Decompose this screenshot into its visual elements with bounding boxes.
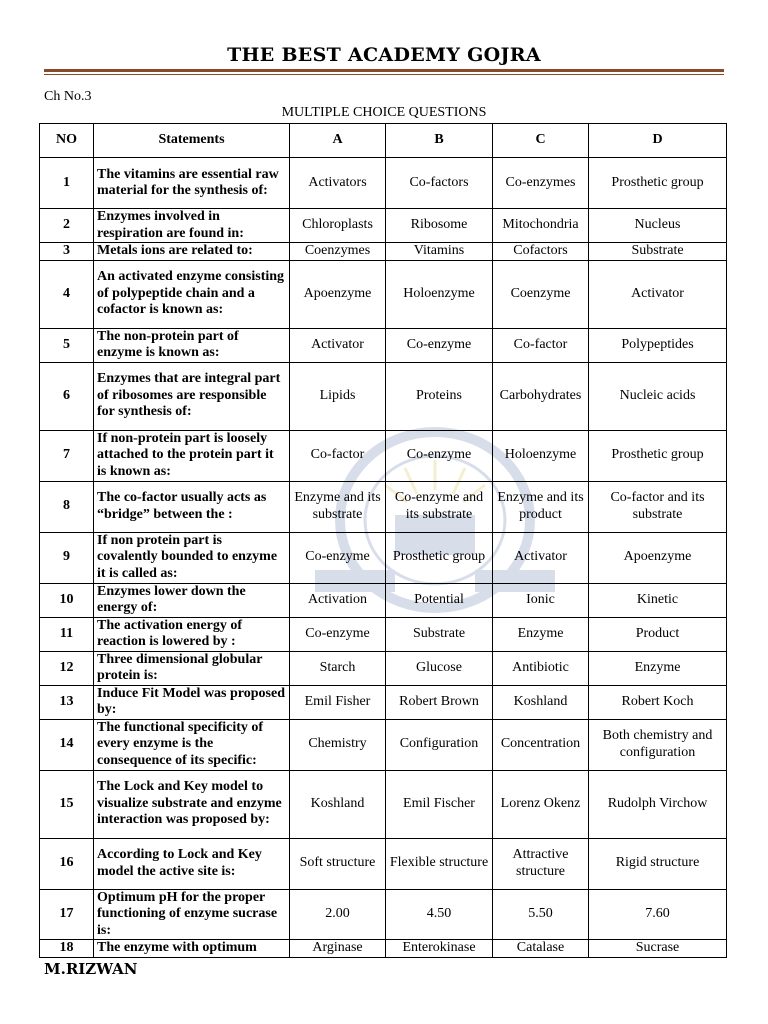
question-statement: Three dimensional globular protein is: [94,651,290,685]
option-c: Attractive structure [493,838,589,889]
option-a: Activator [290,328,386,362]
question-number: 15 [40,770,94,838]
option-d: Apoenzyme [589,532,727,583]
option-d: Product [589,617,727,651]
option-b: Flexible structure [386,838,493,889]
option-a: Soft structure [290,838,386,889]
header-option-d: D [589,124,727,158]
table-row [40,243,727,261]
option-d: Enzyme [589,651,727,685]
question-number: 14 [40,719,94,770]
option-d: Activator [589,260,727,328]
option-a: Koshland [290,770,386,838]
question-statement: Enzymes involved in respiration are found in: [94,209,290,243]
table-row [40,617,727,651]
question-number: 9 [40,532,94,583]
table-row [40,158,727,209]
option-d: Both chemistry and configuration [589,719,727,770]
question-statement: If non-protein part is loosely attached to the protein part it is known as: [94,430,290,481]
option-b: Co-enzyme [386,430,493,481]
option-c: Catalase [493,940,589,958]
option-d: Substrate [589,243,727,261]
header-option-b: B [386,124,493,158]
option-b: Ribosome [386,209,493,243]
table-row [40,532,727,583]
question-number: 18 [40,940,94,958]
table-row [40,209,727,243]
option-b: Prosthetic group [386,532,493,583]
header-no: NO [40,124,94,158]
question-statement: The enzyme with optimum [94,940,290,958]
question-number: 13 [40,685,94,719]
option-a: Apoenzyme [290,260,386,328]
question-statement: If non protein part is covalently bounded to enzyme it is called as: [94,532,290,583]
option-b: Proteins [386,362,493,430]
question-statement: Optimum pH for the proper functioning of enzyme sucrase is: [94,889,290,940]
table-row [40,583,727,617]
header-option-a: A [290,124,386,158]
option-a: Activation [290,583,386,617]
section-subtitle: MULTIPLE CHOICE QUESTIONS [281,105,487,120]
table-row [40,719,727,770]
question-statement: The Lock and Key model to visualize substrate and enzyme interaction was proposed by: [94,770,290,838]
question-number: 16 [40,838,94,889]
question-statement: An activated enzyme consisting of polypeptide chain and a cofactor is known as: [94,260,290,328]
question-statement: The vitamins are essential raw material for the synthesis of: [94,158,290,209]
option-d: Kinetic [589,583,727,617]
question-statement: The activation energy of reaction is lowered by : [94,617,290,651]
option-c: Enzyme [493,617,589,651]
header-statements: Statements [94,124,290,158]
option-b: Robert Brown [386,685,493,719]
table-row [40,651,727,685]
option-a: Arginase [290,940,386,958]
question-statement: Enzymes lower down the energy of: [94,583,290,617]
question-statement: The co-factor usually acts as “bridge” between the : [94,481,290,532]
question-number: 12 [40,651,94,685]
option-b: Enterokinase [386,940,493,958]
option-b: 4.50 [386,889,493,940]
option-a: Emil Fisher [290,685,386,719]
option-b: Co-factors [386,158,493,209]
option-c: Holoenzyme [493,430,589,481]
option-b: Vitamins [386,243,493,261]
option-c: Concentration [493,719,589,770]
option-d: Prosthetic group [589,430,727,481]
table-row [40,430,727,481]
question-number: 1 [40,158,94,209]
option-a: 2.00 [290,889,386,940]
option-a: Co-enzyme [290,617,386,651]
header-rule-thin [44,74,724,75]
question-number: 11 [40,617,94,651]
option-b: Holoenzyme [386,260,493,328]
option-c: Cofactors [493,243,589,261]
table-row [40,481,727,532]
option-d: Co-factor and its substrate [589,481,727,532]
option-c: Activator [493,532,589,583]
option-c: Enzyme and its product [493,481,589,532]
table-row [40,328,727,362]
question-number: 5 [40,328,94,362]
option-d: Rudolph Virchow [589,770,727,838]
option-b: Potential [386,583,493,617]
chapter-label: Ch No.3 [44,89,92,104]
option-a: Co-factor [290,430,386,481]
option-d: 7.60 [589,889,727,940]
option-b: Co-enzyme [386,328,493,362]
question-statement: The functional specificity of every enzyme is the consequence of its specific: [94,719,290,770]
option-d: Sucrase [589,940,727,958]
option-a: Activators [290,158,386,209]
option-a: Chemistry [290,719,386,770]
option-d: Robert Koch [589,685,727,719]
option-c: Koshland [493,685,589,719]
option-c: Antibiotic [493,651,589,685]
question-number: 8 [40,481,94,532]
option-c: Ionic [493,583,589,617]
option-d: Nucleus [589,209,727,243]
question-number: 4 [40,260,94,328]
question-number: 2 [40,209,94,243]
table-header-row [40,124,727,158]
table-row [40,685,727,719]
option-d: Rigid structure [589,838,727,889]
table-row [40,260,727,328]
header-rule-thick [44,69,724,72]
option-b: Glucose [386,651,493,685]
question-number: 6 [40,362,94,430]
question-statement: Metals ions are related to: [94,243,290,261]
option-d: Prosthetic group [589,158,727,209]
page-title: THE BEST ACADEMY GOJRA [227,44,541,66]
question-number: 10 [40,583,94,617]
option-c: Lorenz Okenz [493,770,589,838]
table-row [40,362,727,430]
option-a: Lipids [290,362,386,430]
option-c: 5.50 [493,889,589,940]
header-option-c: C [493,124,589,158]
option-a: Starch [290,651,386,685]
question-number: 7 [40,430,94,481]
table-row [40,889,727,940]
option-b: Substrate [386,617,493,651]
table-row [40,940,727,958]
option-a: Enzyme and its substrate [290,481,386,532]
option-a: Chloroplasts [290,209,386,243]
option-c: Carbohydrates [493,362,589,430]
table-row [40,838,727,889]
footer-author: M.RIZWAN [44,960,138,978]
question-statement: Induce Fit Model was proposed by: [94,685,290,719]
question-statement: Enzymes that are integral part of ribosomes are responsible for synthesis of: [94,362,290,430]
table-row [40,770,727,838]
option-a: Coenzymes [290,243,386,261]
option-a: Co-enzyme [290,532,386,583]
question-statement: The non-protein part of enzyme is known as: [94,328,290,362]
option-c: Mitochondria [493,209,589,243]
option-d: Polypeptides [589,328,727,362]
mcq-table [39,123,727,958]
option-b: Co-enzyme and its substrate [386,481,493,532]
question-number: 17 [40,889,94,940]
question-statement: According to Lock and Key model the active site is: [94,838,290,889]
option-d: Nucleic acids [589,362,727,430]
option-b: Configuration [386,719,493,770]
option-b: Emil Fischer [386,770,493,838]
option-c: Co-enzymes [493,158,589,209]
option-c: Coenzyme [493,260,589,328]
option-c: Co-factor [493,328,589,362]
question-number: 3 [40,243,94,261]
